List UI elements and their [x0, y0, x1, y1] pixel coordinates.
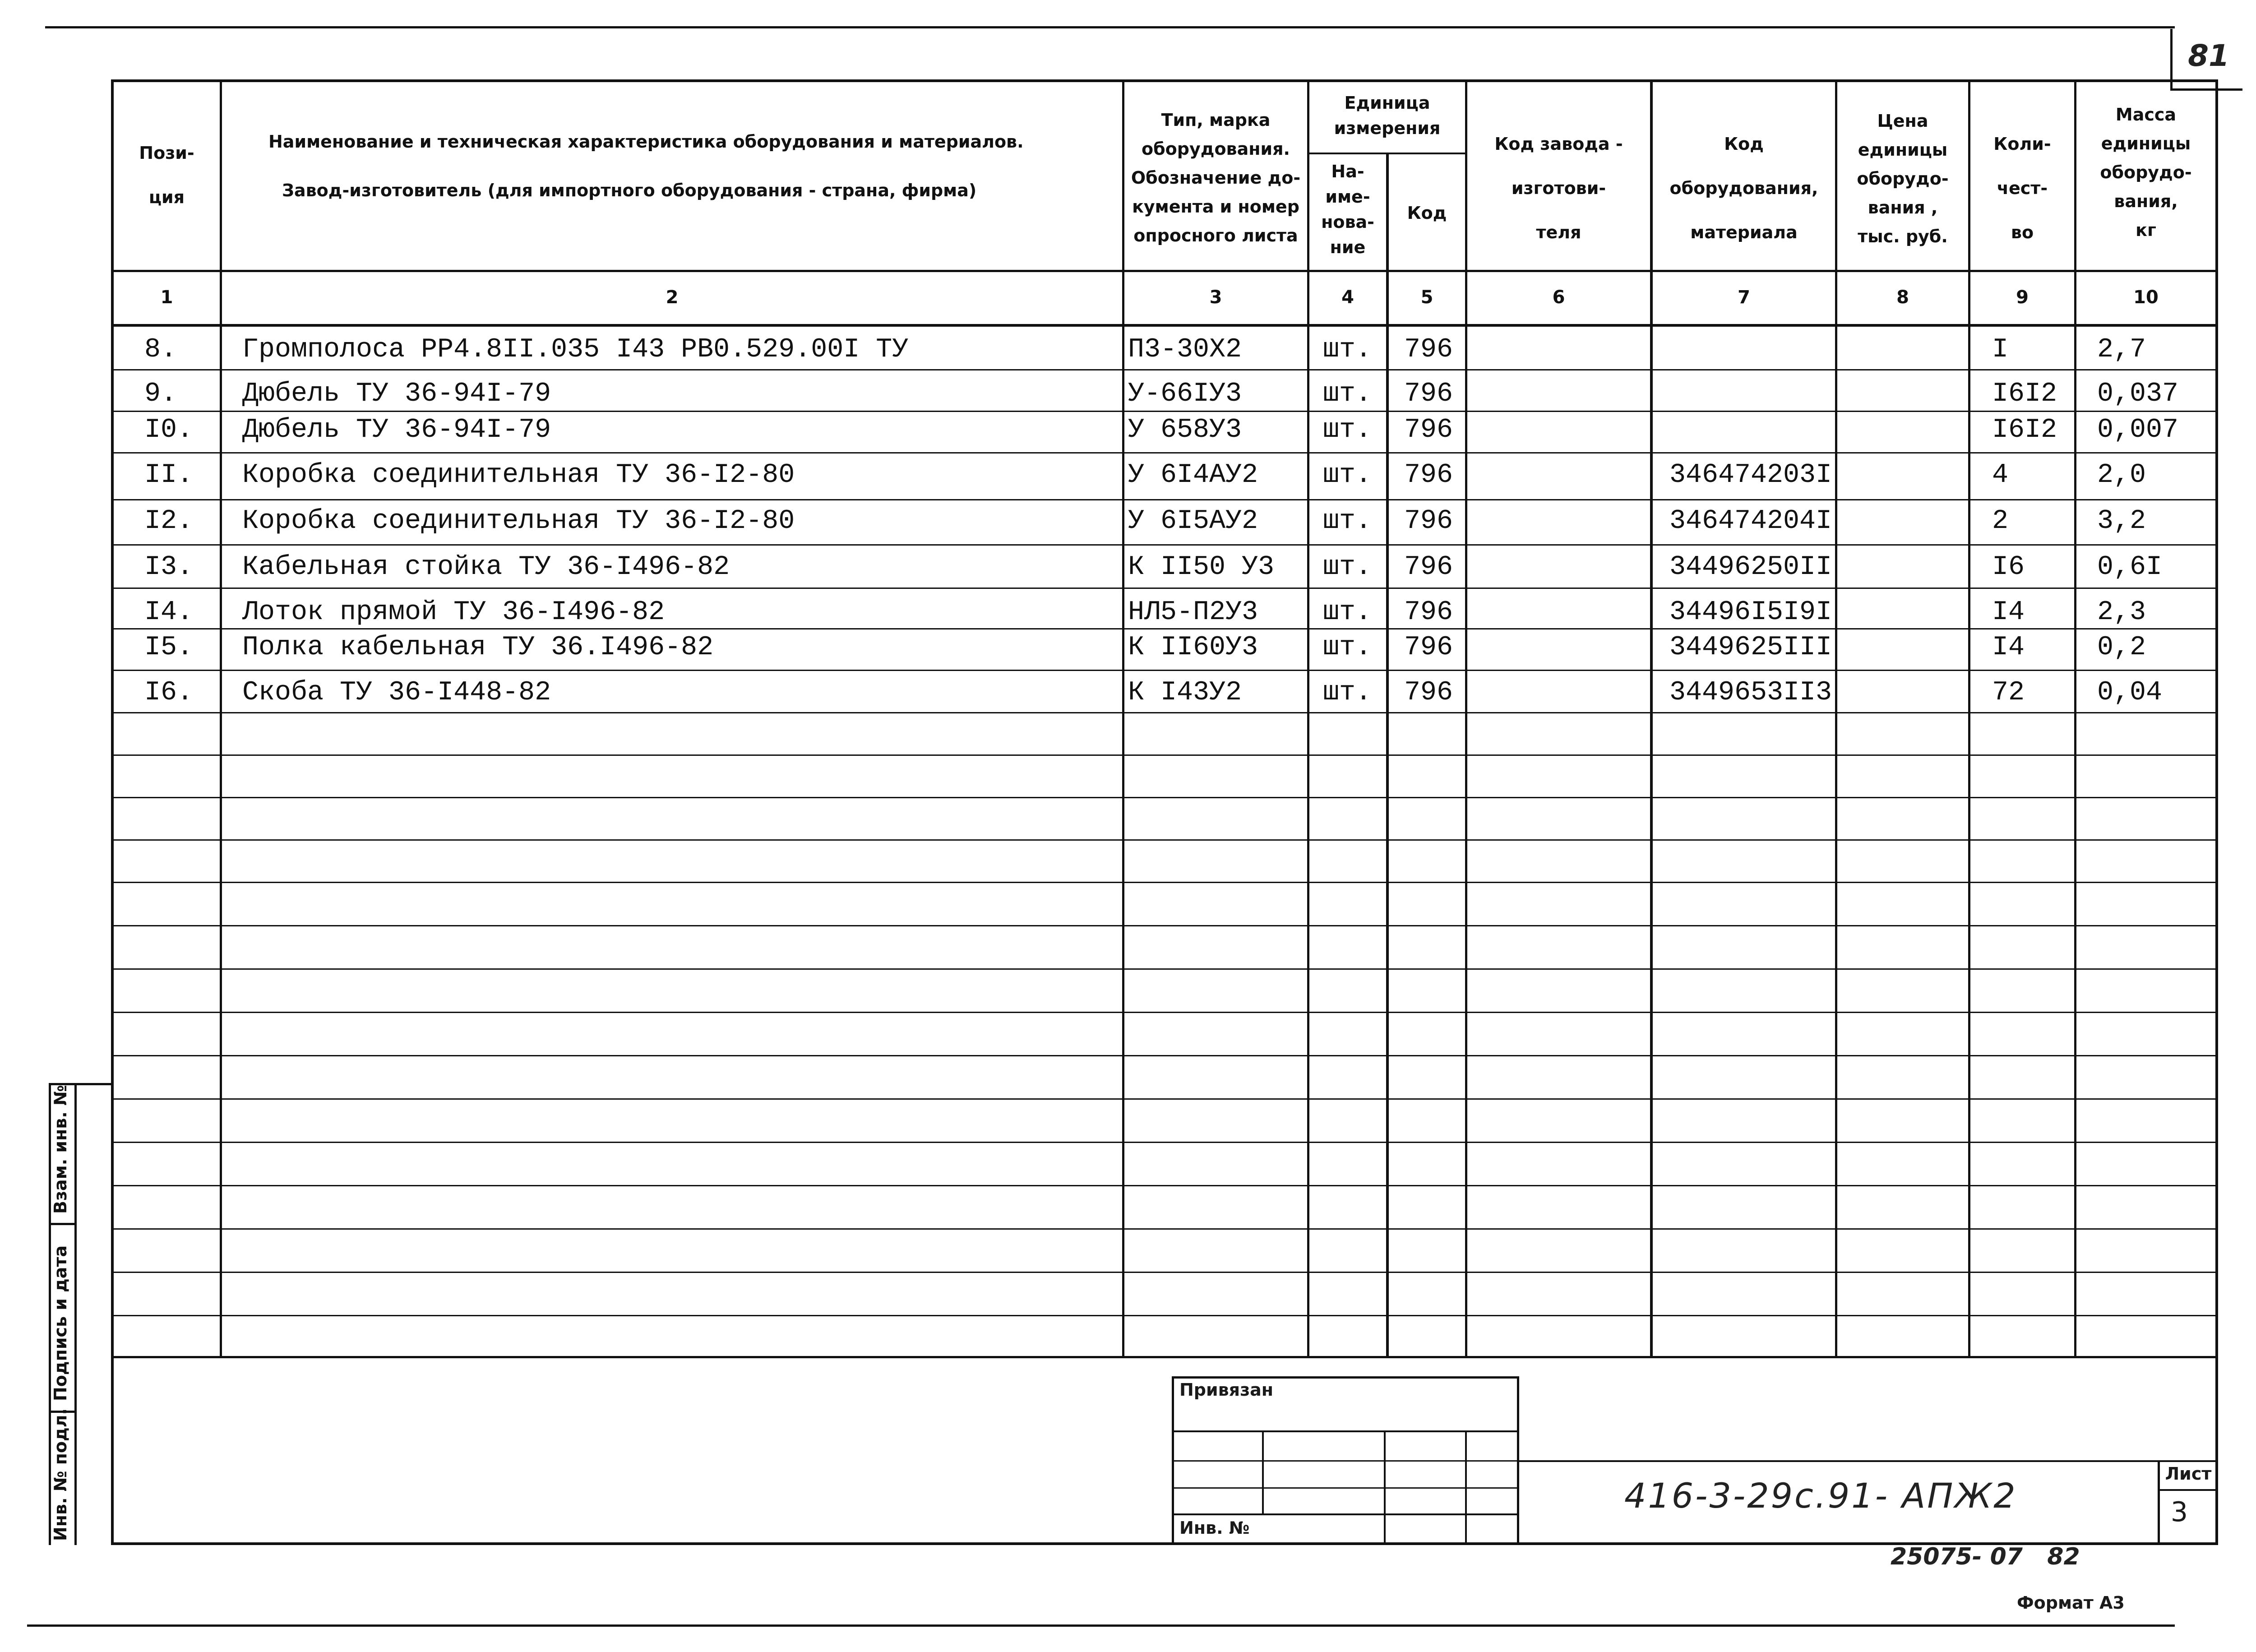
row-pos: I4.: [144, 597, 194, 628]
page-number-box-bottom: [2170, 88, 2242, 91]
row-equip: 34496250II: [1669, 552, 1832, 583]
row-code: 796: [1404, 552, 1453, 583]
sheet-label: Лист: [2165, 1464, 2212, 1484]
row-line: [111, 369, 2218, 370]
format-label: Формат А3: [2017, 1593, 2125, 1613]
row-mass: 2,3: [2097, 597, 2146, 628]
row-pos: I2.: [144, 506, 194, 537]
col-sep-6: [1650, 79, 1653, 1358]
row-code: 796: [1404, 506, 1453, 537]
row-line: [111, 1012, 2218, 1013]
row-name: Дюбель ТУ 36-94I-79: [242, 379, 551, 409]
row-line: [111, 1098, 2218, 1100]
row-name: Коробка соединительная ТУ 36-I2-80: [242, 460, 795, 491]
table-top-line: [111, 79, 2218, 82]
row-type: У 6I5АУ2: [1128, 506, 1258, 537]
row-mass: 0,007: [2097, 415, 2179, 445]
col-sep-5: [1465, 79, 1467, 1358]
row-unit: шт.: [1323, 632, 1372, 663]
row-unit: шт.: [1323, 597, 1372, 628]
colnum-1: 1: [160, 287, 173, 308]
stamp-right: [1517, 1376, 1519, 1543]
row-line: [111, 1055, 2218, 1056]
row-line: [111, 499, 2218, 500]
colnum-2: 2: [666, 287, 679, 308]
row-pos: I3.: [144, 552, 194, 583]
sheet-number: 3: [2170, 1496, 2188, 1528]
row-line: [111, 1315, 2218, 1316]
row-unit: шт.: [1323, 334, 1372, 365]
side-label-vzam: Взам. инв. №: [51, 1085, 70, 1214]
bottom-border-line: [27, 1624, 2175, 1627]
row-line: [111, 411, 2218, 412]
row-line: [111, 1272, 2218, 1273]
row-mass: 0,04: [2097, 677, 2163, 708]
unit-subheader-line: [1307, 153, 1467, 154]
row-code: 796: [1404, 632, 1453, 663]
table-right-line: [2215, 79, 2218, 1545]
top-border-line: [45, 26, 2175, 28]
row-mass: 0,6I: [2097, 552, 2163, 583]
header-qty: Коли- чест- во: [1993, 134, 2051, 242]
header-equip-code: Код оборудования, материала: [1669, 134, 1818, 242]
stamp-col2: [1384, 1430, 1386, 1543]
row-qty: I6I2: [1992, 379, 2057, 409]
row-qty: I: [1992, 334, 2009, 365]
row-mass: 0,037: [2097, 379, 2179, 409]
row-name: Кабельная стойка ТУ 36-I496-82: [242, 552, 730, 583]
row-name: Громполоса РР4.8II.035 I43 РВ0.529.00I ТУ: [242, 334, 909, 365]
row-type: К II60У3: [1128, 632, 1258, 663]
col-sep-3: [1307, 79, 1309, 1358]
row-type: К I43У2: [1128, 677, 1242, 708]
colnum-4: 4: [1341, 287, 1354, 308]
row-unit: шт.: [1323, 552, 1372, 583]
col-sep-8: [1968, 79, 1970, 1358]
row-code: 796: [1404, 379, 1453, 409]
row-line: [111, 754, 2218, 756]
col-sep-2: [1122, 79, 1124, 1358]
row-code: 796: [1404, 460, 1453, 491]
row-code: 796: [1404, 415, 1453, 445]
row-line: [111, 925, 2218, 926]
bottom-code: 25075- 07 82: [1891, 1543, 2080, 1570]
row-line: [111, 588, 2218, 589]
row-mass: 3,2: [2097, 506, 2146, 537]
row-name: Лоток прямой ТУ 36-I496-82: [242, 597, 665, 628]
stamp-row2: [1172, 1460, 1519, 1462]
row-pos: I6.: [144, 677, 194, 708]
row-name: Дюбель ТУ 36-94I-79: [242, 415, 551, 445]
header-mass: Масса единицы оборудо- вания, кг: [2100, 105, 2192, 240]
stamp-col3: [1465, 1430, 1467, 1543]
row-name: Скоба ТУ 36-I448-82: [242, 677, 551, 708]
row-equip: 34496I5I9I: [1669, 597, 1832, 628]
colnum-9: 9: [2016, 287, 2029, 308]
row-line: [111, 1185, 2218, 1186]
header-name-line1: Наименование и техническая характеристика оборудования и материалов.: [268, 132, 1024, 152]
doc-code: 416-3-29с.91- АПЖ2: [1624, 1476, 2017, 1516]
stamp-row1: [1172, 1430, 1519, 1432]
row-equip: 346474203I: [1669, 460, 1832, 491]
row-type: У-66IУ3: [1128, 379, 1242, 409]
side-strip-sep1: [49, 1223, 77, 1225]
header-name-line2: Завод-изготовитель (для импортного оборудования - страна, фирма): [282, 180, 977, 200]
row-line: [111, 1142, 2218, 1143]
side-strip-middle: [74, 1083, 77, 1545]
row-line: [111, 712, 2218, 713]
row-pos: 9.: [144, 379, 177, 409]
row-equip: 3449653II3: [1669, 677, 1832, 708]
row-type: К II50 У3: [1128, 552, 1275, 583]
row-mass: 0,2: [2097, 632, 2146, 663]
row-pos: II.: [144, 460, 194, 491]
row-qty: I4: [1992, 632, 2025, 663]
row-type: П3-30Х2: [1128, 334, 1242, 365]
colnum-3: 3: [1209, 287, 1222, 308]
row-unit: шт.: [1323, 379, 1372, 409]
row-qty: I6I2: [1992, 415, 2057, 445]
colnum-bottom-line: [111, 324, 2218, 327]
row-pos: I0.: [144, 415, 194, 445]
header-unit-code: Код: [1407, 203, 1447, 223]
row-line: [111, 797, 2218, 798]
row-qty: I6: [1992, 552, 2025, 583]
header-plant-code: Код завода - изготови- теля: [1494, 134, 1623, 242]
colnum-8: 8: [1896, 287, 1909, 308]
header-unit-name: На- име- нова- ние: [1321, 162, 1374, 257]
header-type: Тип, марка оборудования. Обозначение до- кумента и номер опросного листа: [1131, 110, 1301, 245]
side-label-inv-podl: Инв. № подл.: [51, 1408, 70, 1541]
colnum-10: 10: [2133, 287, 2159, 308]
row-line: [111, 839, 2218, 841]
stamp-privyazan: Привязан: [1179, 1380, 1274, 1400]
row-type: НЛ5-П2У3: [1128, 597, 1258, 628]
header-price: Цена единицы оборудо- вания , тыс. руб.: [1857, 111, 1949, 246]
row-equip: 346474204I: [1669, 506, 1832, 537]
row-line: [111, 1228, 2218, 1230]
row-mass: 2,7: [2097, 334, 2146, 365]
stamp-inv-no: Инв. №: [1179, 1518, 1250, 1538]
stamp-row3: [1172, 1487, 1519, 1489]
header-bottom-line: [111, 270, 2218, 272]
row-name: Полка кабельная ТУ 36.I496-82: [242, 632, 714, 663]
row-line: [111, 670, 2218, 671]
row-code: 796: [1404, 597, 1453, 628]
row-line: [111, 882, 2218, 883]
side-label-podpis: Подпись и дата: [51, 1245, 70, 1401]
row-qty: 72: [1992, 677, 2025, 708]
row-code: 796: [1404, 677, 1453, 708]
stamp-row4: [1172, 1513, 1519, 1515]
row-pos: I5.: [144, 632, 194, 663]
row-mass: 2,0: [2097, 460, 2146, 491]
row-unit: шт.: [1323, 415, 1372, 445]
row-qty: 2: [1992, 506, 2009, 537]
stamp-left: [1172, 1376, 1174, 1543]
row-pos: 8.: [144, 334, 177, 365]
table-bottom-line: [111, 1356, 2218, 1358]
col-sep-1: [220, 79, 222, 1358]
row-unit: шт.: [1323, 677, 1372, 708]
row-unit: шт.: [1323, 460, 1372, 491]
header-unit: Единица измерения: [1334, 93, 1441, 138]
colnum-6: 6: [1552, 287, 1565, 308]
row-name: Коробка соединительная ТУ 36-I2-80: [242, 506, 795, 537]
page-number: 81: [2188, 38, 2229, 73]
row-type: У 6I4АУ2: [1128, 460, 1258, 491]
row-line: [111, 452, 2218, 453]
row-qty: 4: [1992, 460, 2009, 491]
colnum-7: 7: [1738, 287, 1750, 308]
doc-code-line: [1519, 1460, 2218, 1462]
row-line: [111, 968, 2218, 970]
row-equip: 3449625III: [1669, 632, 1832, 663]
header-pos: Пози- ция: [139, 143, 194, 207]
col-sep-7: [1835, 79, 1837, 1358]
col-sep-4: [1386, 153, 1389, 1358]
sheet-box-sep: [2158, 1489, 2218, 1491]
colnum-5: 5: [1420, 287, 1433, 308]
sheet-box-left: [2158, 1460, 2160, 1545]
row-line: [111, 628, 2218, 629]
stamp-top: [1172, 1376, 1519, 1379]
row-unit: шт.: [1323, 506, 1372, 537]
stamp-col1: [1262, 1430, 1264, 1514]
row-qty: I4: [1992, 597, 2025, 628]
row-type: У 658У3: [1128, 415, 1242, 445]
col-sep-9: [2074, 79, 2076, 1358]
row-code: 796: [1404, 334, 1453, 365]
row-line: [111, 544, 2218, 546]
